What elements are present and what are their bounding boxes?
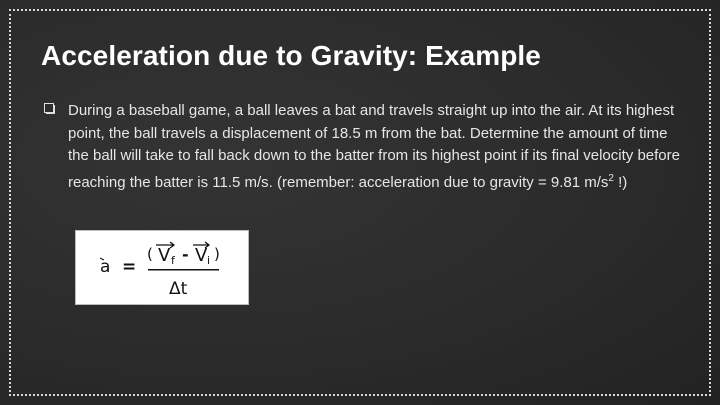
slide-title: Acceleration due to Gravity: Example bbox=[41, 40, 541, 71]
problem-text-end: !) bbox=[613, 173, 628, 191]
formula-vf: V bbox=[158, 245, 171, 266]
formula-vi: V bbox=[195, 245, 208, 266]
formula-denominator: Δt bbox=[169, 279, 188, 299]
formula-vf-sub: f bbox=[171, 254, 175, 267]
fraction-bar bbox=[148, 269, 219, 271]
formula-equals: = bbox=[122, 257, 137, 277]
square-bullet-icon bbox=[44, 103, 55, 114]
problem-text bbox=[68, 100, 684, 194]
formula-image bbox=[75, 230, 249, 305]
problem-text-main: During a baseball game, a ball leaves a bat and travels straight up into the air. At its highest point, the ball travels a displacement of 18.5 m from the bat. Determine the amount of time the ball will take to fall back down to the batter from its highest point if its final velocity before reaching the batter is 11.5 m/s. (remember: acceleration due to gravity = 9.81 m/s bbox=[68, 102, 680, 191]
acceleration-formula bbox=[76, 231, 248, 304]
formula-minus: - bbox=[182, 245, 189, 264]
superscript-two: 2 bbox=[608, 172, 614, 184]
bullet-item bbox=[44, 100, 684, 194]
formula-open-paren: ( bbox=[147, 245, 153, 263]
formula-lhs: a bbox=[100, 257, 111, 277]
formula-close-paren: ) bbox=[214, 245, 220, 263]
formula-vi-sub: i bbox=[207, 254, 211, 267]
